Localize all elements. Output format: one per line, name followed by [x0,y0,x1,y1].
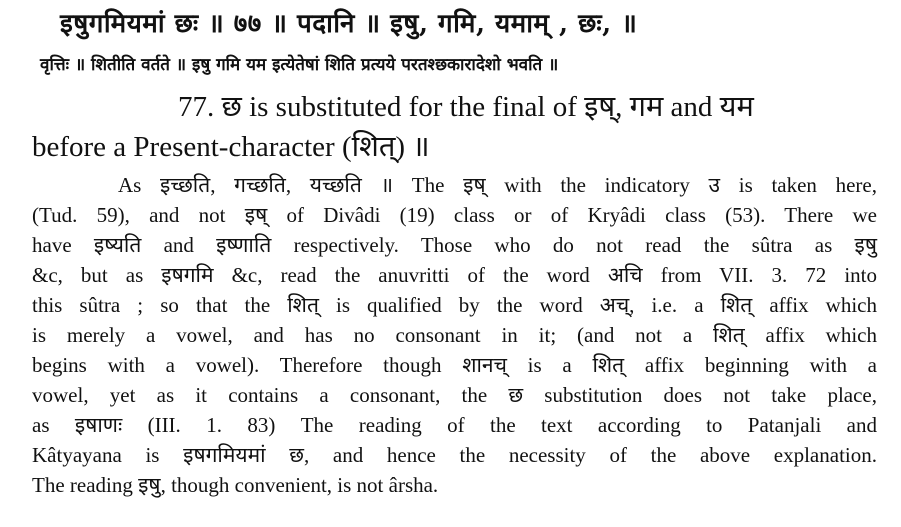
commentary-line: Kâtyayana is इषगमियमां छ, and hence the necessity of the above explanation. [32,443,877,467]
translation-line-2: before a Present-character (शित्) ॥ [32,131,430,163]
commentary-line: begins with a vowel). Therefore though शानच् is a शित् affix beginning with a [32,353,877,377]
commentary-line: &c, but as इषगमि &c, read the anuvritti of the word अचि from VII. 3. 72 into [32,263,877,287]
vritti-line: वृत्तिः ॥ शितीति वर्तते ॥ इषु गमि यम इत्येतेषां शिति प्रत्यये परतश्छकारादेशो भवति ॥ [40,55,559,75]
sutra-line: इषुगमियमां छः ॥ ७७ ॥ पदानि ॥ इषु, गमि, यमाम् , छः, ॥ [60,9,638,39]
commentary-line: (Tud. 59), and not इष् of Divâdi (19) class or of Kryâdi class (53). There we [32,203,877,227]
commentary-line: vowel, yet as it contains a consonant, the छ substitution does not take place, [32,383,877,407]
commentary-line: this sûtra ; so that the शित् is qualified by the word अच्, i.e. a शित् affix which [32,293,877,317]
translation-line-1: 77. छ is substituted for the final of इष्, गम and यम [178,91,754,123]
commentary-line: As इच्छति, गच्छति, यच्छति ॥ The इष् with the indicatory उ is taken here, [118,173,877,197]
commentary-line: have इष्यति and इष्णाति respectively. Those who do not read the sûtra as इषु [32,233,877,257]
commentary-line: The reading इषु, though convenient, is not ârsha. [32,473,439,497]
commentary-line: is merely a vowel, and has no consonant in it; (and not a शित् affix which [32,323,877,347]
commentary-line: as इषाणः (III. 1. 83) The reading of the text according to Patanjali and [32,413,877,437]
